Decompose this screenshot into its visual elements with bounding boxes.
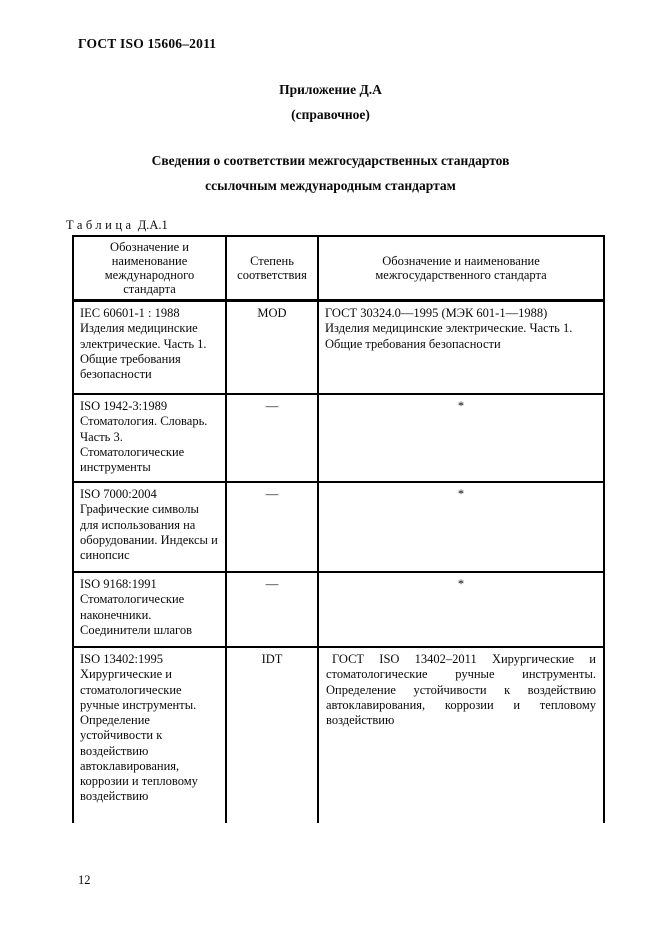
intl-standard-cell: [73, 572, 226, 647]
intl-standard-cell: [73, 394, 226, 482]
degree-cell: —: [226, 482, 318, 572]
intl-standard-name: Стоматология. Словарь. Часть 3. Стоматологические инструменты: [80, 414, 208, 474]
intl-standard-cell: [73, 301, 226, 395]
doc-header: ГОСТ ISO 15606–2011: [78, 36, 217, 51]
gost-standard-cell: *: [318, 482, 604, 572]
gost-standard-cell: ГОСТ ISO 13402–2011 Хирургические и стоматологические ручные инструменты. Определение устойчивости к воздействию автоклавирования, коррозии и тепловому воздействию: [318, 647, 604, 823]
gost-standard-code: ГОСТ 30324.0—1995 (МЭК 601-1—1988): [325, 306, 548, 320]
table-row: [73, 572, 604, 647]
intl-standard-cell: [73, 482, 226, 572]
gost-standard-name: Изделия медицинские электрические. Часть 1. Общие требования безопасности: [325, 321, 573, 351]
degree-cell: —: [226, 572, 318, 647]
col-header-gost-standard: Обозначение и наименование межгосударственного стандарта: [318, 236, 604, 301]
intl-standard-cell: [73, 647, 226, 823]
col-header-intl-standard: Обозначение и наименование международного стандарта: [73, 236, 226, 301]
intl-standard-code: ISO 1942-3:1989: [80, 399, 168, 413]
appendix-title: Приложение Д.А: [279, 82, 382, 97]
table-row: [73, 301, 604, 395]
intl-standard-name: Хирургические и стоматологические ручные инструменты. Определение устойчивости к воздействию автоклавирования, коррозии и тепловому воздействию: [80, 667, 198, 804]
table-row: [73, 394, 604, 482]
table-header-row: [73, 236, 604, 301]
table-label-number: Д.А.1: [137, 218, 168, 232]
section-title-line2: ссылочным международным стандартам: [205, 178, 456, 193]
intl-standard-name: Стоматологические наконечники. Соединители шлагов: [80, 592, 192, 637]
gost-standard-cell: *: [318, 394, 604, 482]
table-row: [73, 647, 604, 823]
table-label: [66, 218, 168, 233]
correspondence-table: [72, 235, 605, 823]
col-header-degree: Степень соответствия: [226, 236, 318, 301]
intl-standard-code: ISO 13402:1995: [80, 652, 163, 666]
degree-cell: IDT: [226, 647, 318, 823]
intl-standard-code: IEC 60601-1 : 1988: [80, 306, 180, 320]
degree-cell: MOD: [226, 301, 318, 395]
section-title-line1: Сведения о соответствии межгосударственных стандартов: [151, 153, 510, 168]
table-row: [73, 482, 604, 572]
intl-standard-name: Изделия медицинские электрические. Часть 1. Общие требования безопасности: [80, 321, 207, 381]
intl-standard-code: ISO 7000:2004: [80, 487, 157, 501]
table-label-word: Таблица: [66, 218, 135, 232]
page-number: 12: [78, 873, 91, 887]
appendix-subtitle: (справочное): [291, 107, 370, 122]
intl-standard-code: ISO 9168:1991: [80, 577, 157, 591]
gost-standard-cell: [318, 301, 604, 395]
intl-standard-name: Графические символы для использования на оборудовании. Индексы и синопсис: [80, 502, 218, 562]
gost-standard-cell: *: [318, 572, 604, 647]
degree-cell: —: [226, 394, 318, 482]
